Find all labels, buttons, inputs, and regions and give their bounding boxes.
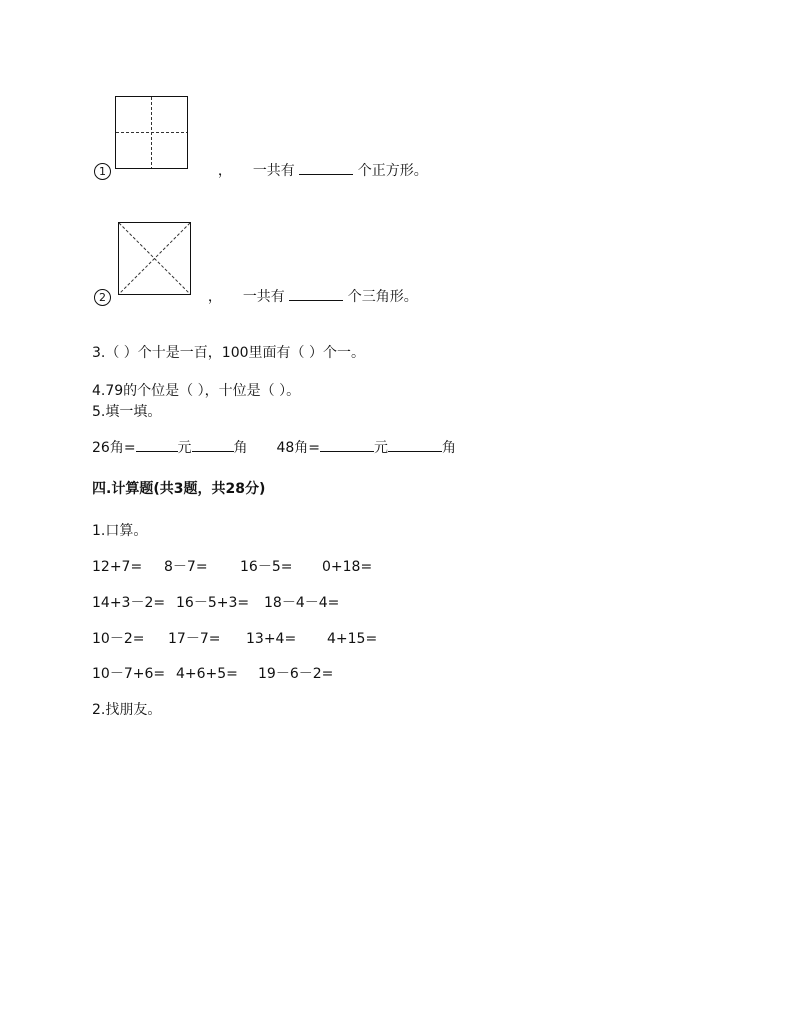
q5-item2-value: 48角=	[276, 440, 320, 456]
calc-item: 10－2=	[92, 631, 145, 647]
calc-row-3	[92, 628, 377, 648]
square-diagonals-figure	[118, 222, 192, 296]
calc-item: 16－5+3=	[176, 595, 250, 611]
calc-item: 0+18=	[322, 559, 373, 575]
question-1-line	[94, 160, 428, 180]
calc-item: 4+6+5=	[176, 666, 238, 682]
calc-item: 17－7=	[168, 631, 221, 647]
q1-comma: ，	[217, 163, 232, 179]
calc-row-2	[92, 592, 339, 612]
q2-prefix: 一共有	[242, 289, 285, 305]
q1-answer-blank[interactable]	[299, 160, 353, 175]
calc-item: 16－5=	[240, 559, 293, 575]
circled-number-2: 2	[94, 289, 111, 306]
find-friends-title: 2.找朋友。	[92, 702, 162, 718]
circled-number-1: 1	[94, 163, 111, 180]
square-divided-figure	[115, 96, 189, 170]
calc-item: 4+15=	[327, 631, 378, 647]
q5-item2-blank-jiao[interactable]	[388, 437, 442, 452]
q5-item1-value: 26角=	[92, 440, 136, 456]
q1-prefix: 一共有	[252, 163, 295, 179]
question-2-line	[94, 286, 418, 306]
q5-item1-blank-jiao[interactable]	[192, 437, 234, 452]
q5-item2-blank-yuan[interactable]	[320, 437, 374, 452]
q2-answer-blank[interactable]	[289, 286, 343, 301]
calc-item: 14+3－2=	[92, 595, 166, 611]
calc-item: 8－7=	[164, 559, 208, 575]
calc-row-4	[92, 663, 333, 683]
calc-item: 18－4－4=	[264, 595, 340, 611]
question-4: 4.79的个位是（ ），十位是（ ）。	[92, 383, 301, 399]
calc-item: 12+7=	[92, 559, 143, 575]
question-3: 3.（ ）个十是一百，100里面有（ ）个一。	[92, 345, 365, 361]
section-4-heading: 四.计算题(共3题，共28分)	[92, 481, 266, 497]
q5-item2-unit-jiao: 角	[442, 440, 456, 456]
q5-item2-unit-yuan: 元	[374, 440, 388, 456]
q1-suffix: 个正方形。	[357, 163, 428, 179]
q5-item1-unit-jiao: 角	[233, 440, 248, 456]
calc-item: 19－6－2=	[258, 666, 334, 682]
q5-item1-blank-yuan[interactable]	[136, 437, 178, 452]
calc-item: 13+4=	[246, 631, 297, 647]
q5-item1-unit-yuan: 元	[177, 440, 192, 456]
calc-row-1	[92, 556, 372, 576]
question-5-title: 5.填一填。	[92, 404, 162, 420]
calc-item: 10－7+6=	[92, 666, 166, 682]
q2-comma: ，	[207, 289, 222, 305]
question-5-items	[92, 437, 456, 457]
q2-suffix: 个三角形。	[347, 289, 418, 305]
calc-title: 1.口算。	[92, 523, 148, 539]
